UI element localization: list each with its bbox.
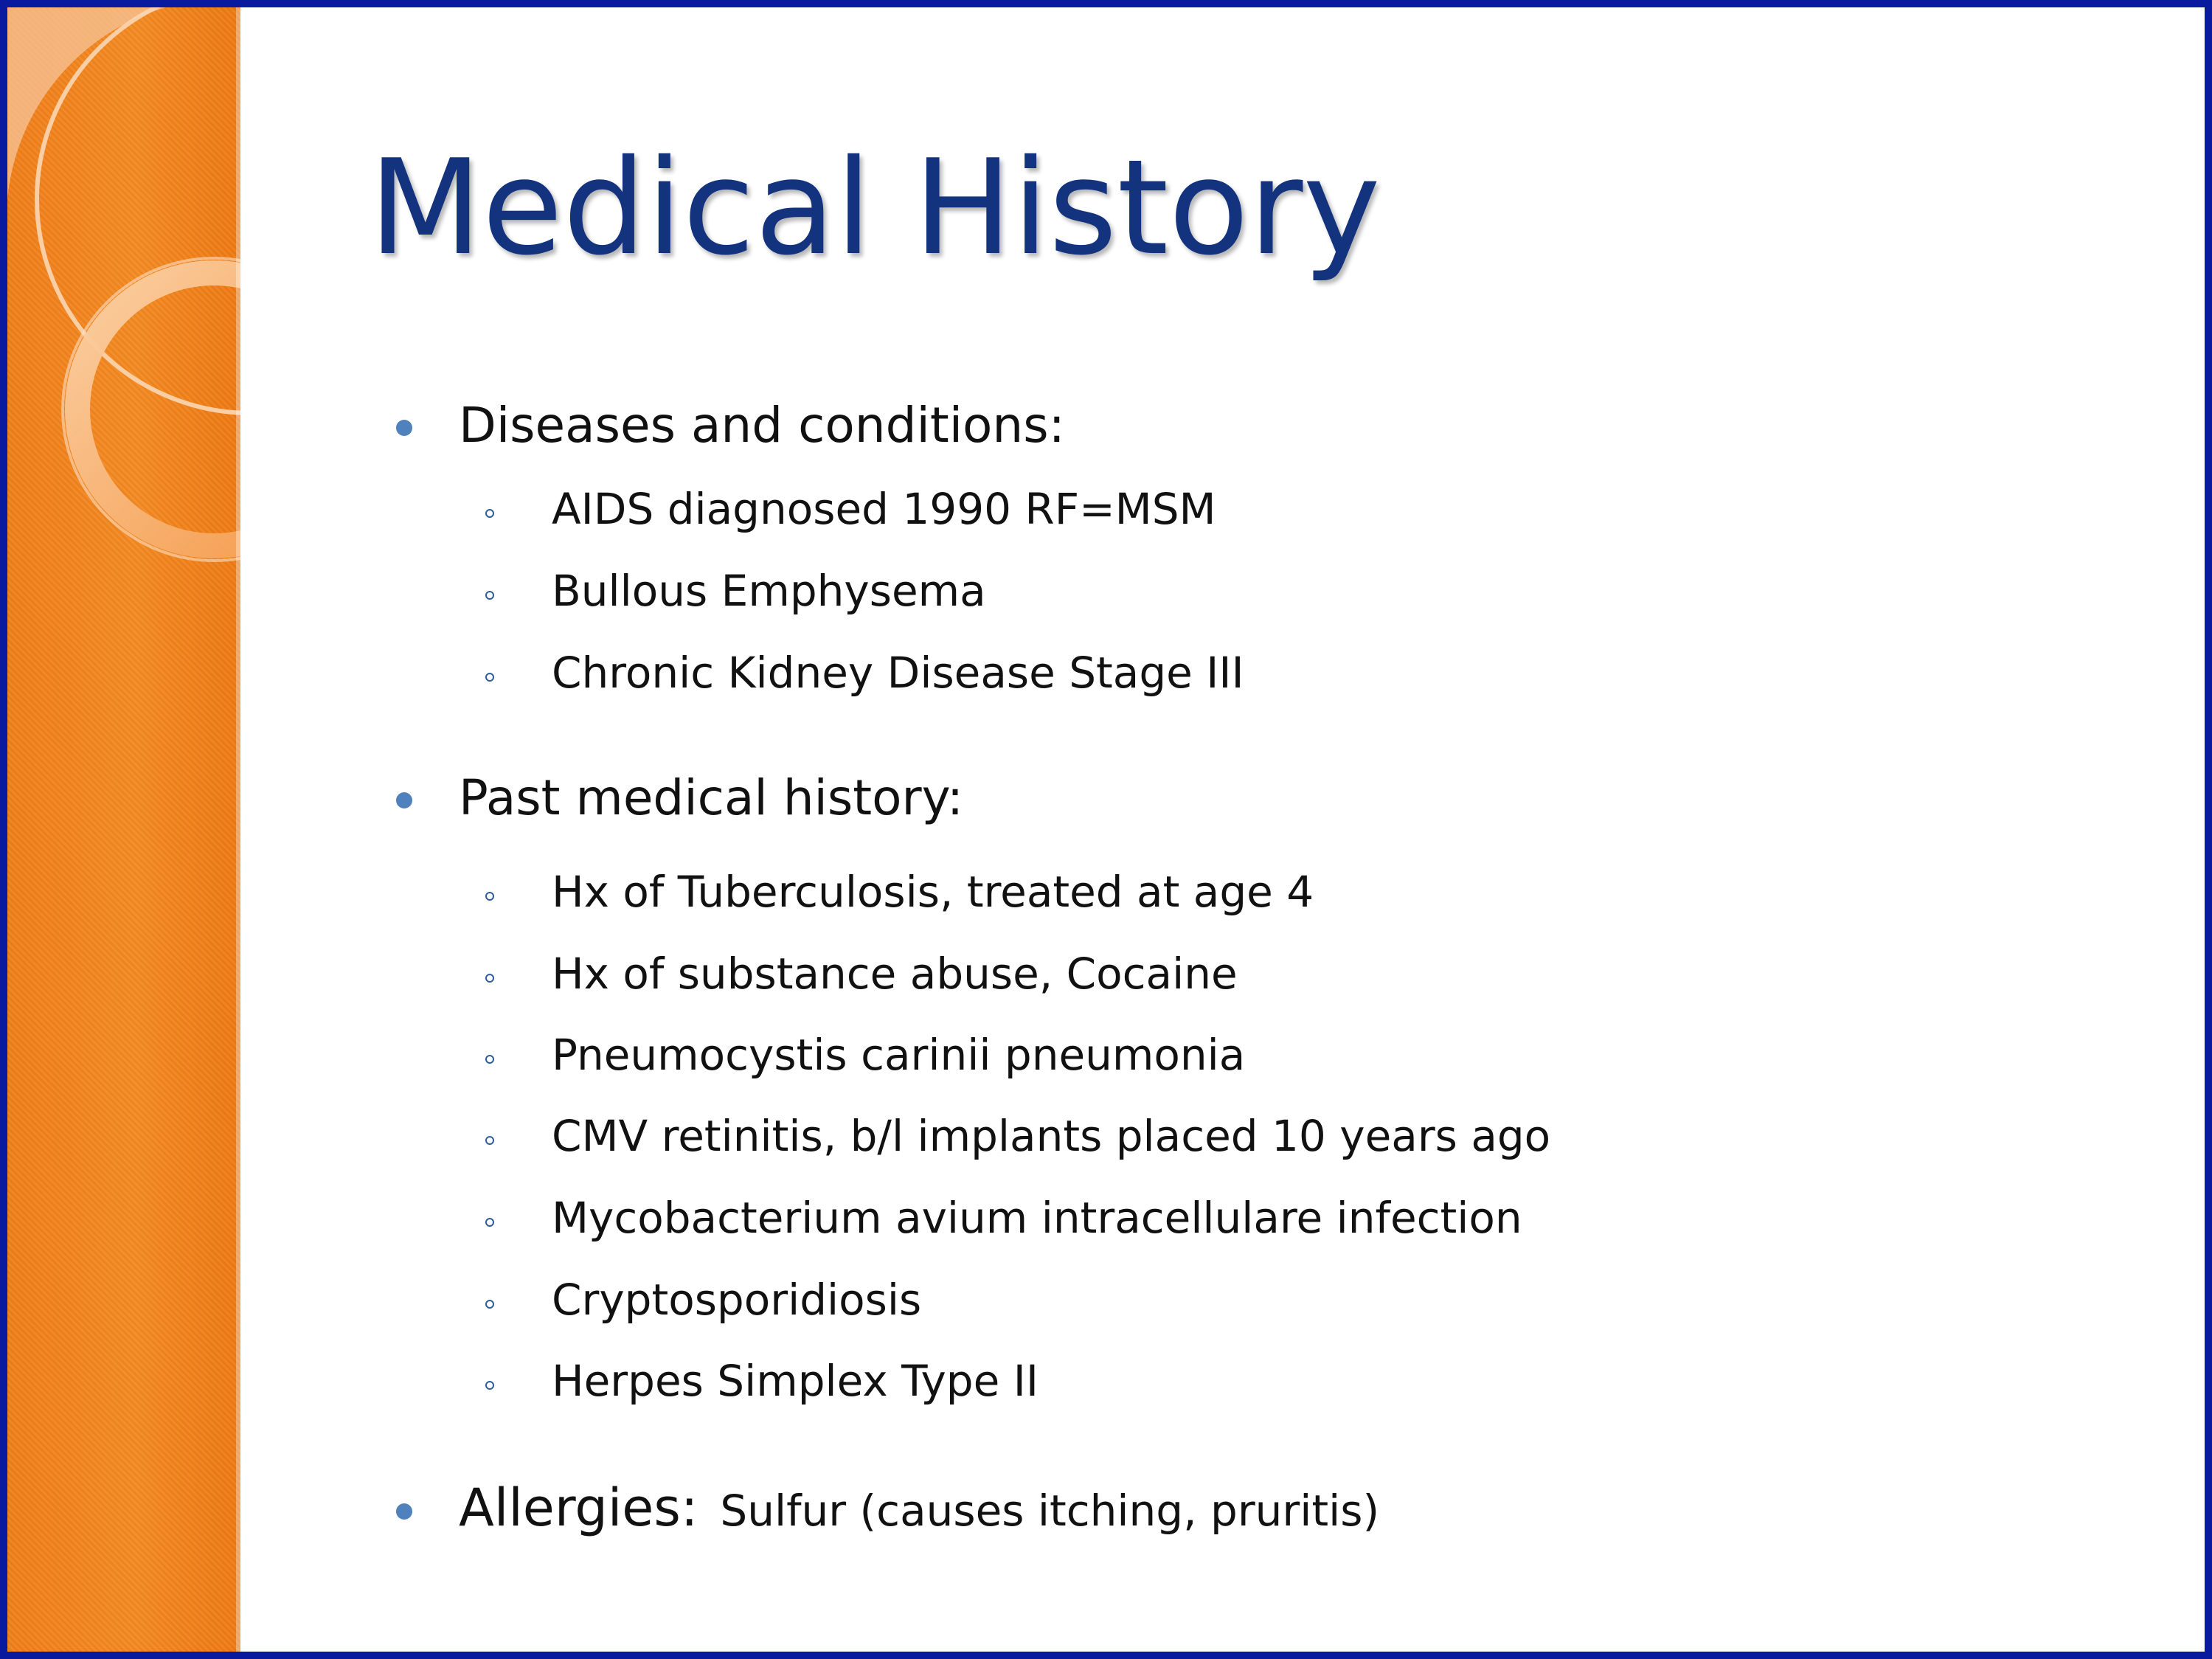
sub-bullet-icon	[485, 974, 494, 983]
list-item-text: AIDS diagnosed 1990 RF=MSM	[552, 484, 1216, 534]
allergies-label: Allergies:	[459, 1478, 698, 1538]
bullet-dot-icon	[396, 420, 412, 436]
sub-bullet-icon	[485, 1381, 494, 1390]
list-item-text: Bullous Emphysema	[552, 566, 986, 616]
sub-bullet-icon	[485, 892, 494, 901]
bullet-diseases-and-conditions	[7, 391, 1925, 465]
allergies-line	[459, 1478, 1379, 1538]
list-item-text: Mycobacterium avium intracellulare infection	[552, 1193, 1522, 1243]
list-item-text: Hx of Tuberculosis, treated at age 4	[552, 867, 1314, 917]
list-item-text: Hx of substance abuse, Cocaine	[552, 949, 1238, 999]
slide-title: Medical History	[369, 131, 1381, 284]
bullet-past-medical-history	[7, 763, 1925, 837]
bullet-allergies	[7, 1472, 1925, 1545]
slide-content	[7, 7, 2205, 1652]
sub-bullet-icon	[485, 1218, 494, 1227]
sub-bullet-icon	[485, 591, 494, 600]
bullet-dot-icon	[396, 792, 412, 808]
bullet-heading: Diseases and conditions:	[459, 397, 1065, 454]
list-item-text: Pneumocystis carinii pneumonia	[552, 1030, 1246, 1080]
allergies-value: Sulfur (causes itching, pruritis)	[720, 1486, 1380, 1536]
list-item-text: Cryptosporidiosis	[552, 1275, 922, 1325]
sub-bullet-icon	[485, 1055, 494, 1064]
bullet-heading: Past medical history:	[459, 769, 964, 826]
list-item-text: Chronic Kidney Disease Stage III	[552, 648, 1244, 698]
sub-bullet-icon	[485, 673, 494, 682]
list-item-text: CMV retinitis, b/l implants placed 10 years ago	[552, 1111, 1551, 1161]
bullet-dot-icon	[396, 1503, 412, 1520]
sub-bullet-icon	[485, 1300, 494, 1309]
list-item-text: Herpes Simplex Type II	[552, 1356, 1039, 1406]
sub-bullet-icon	[485, 509, 494, 518]
sub-bullet-icon	[485, 1136, 494, 1145]
